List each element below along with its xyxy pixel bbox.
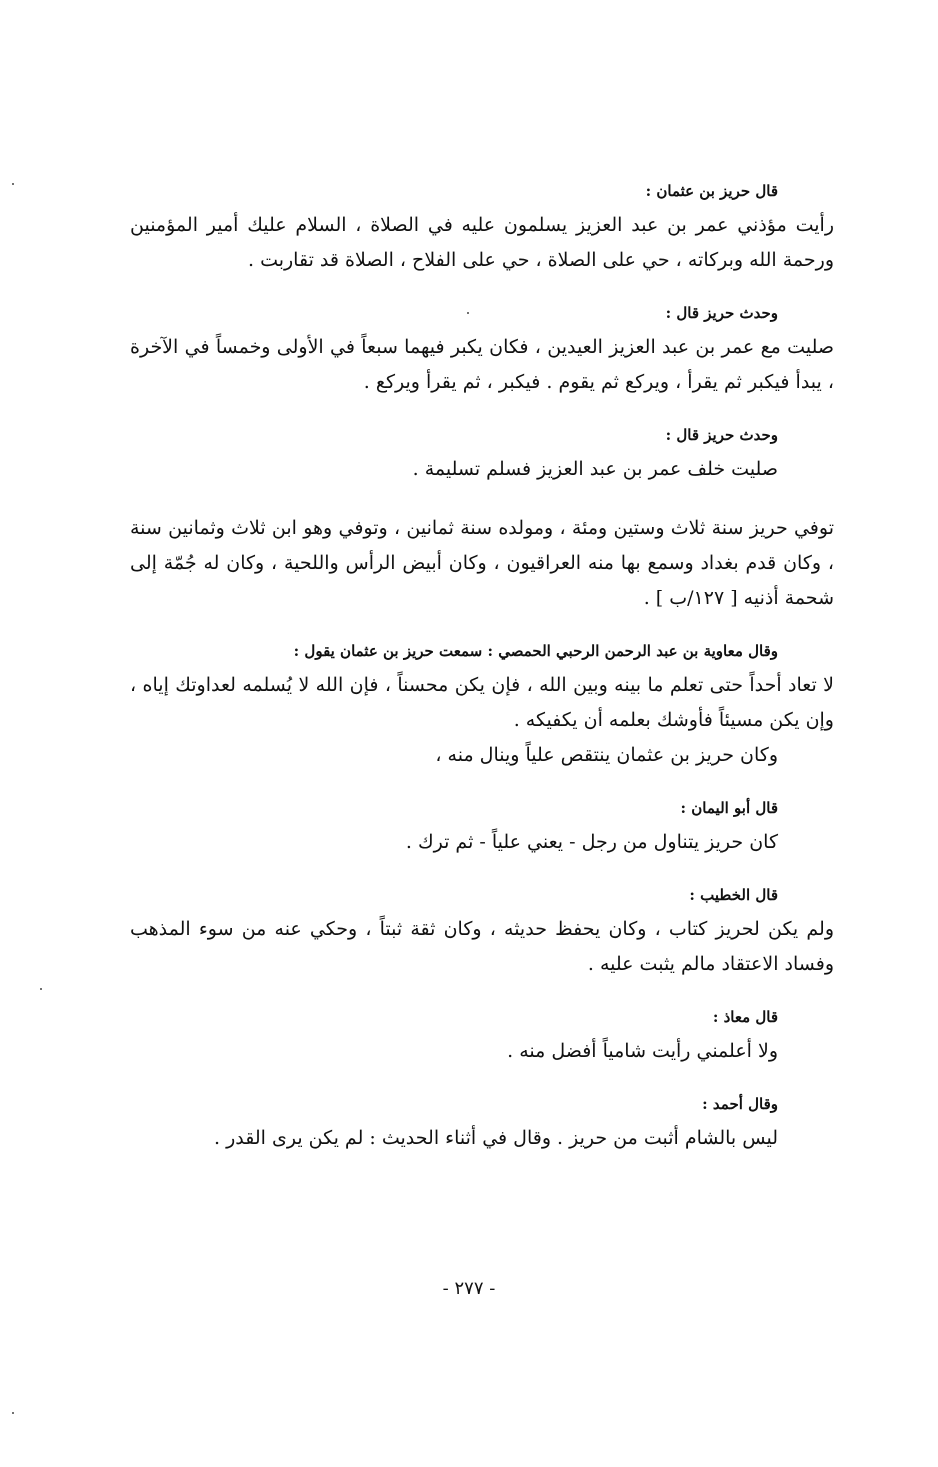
section-text: صليت مع عمر بن عبد العزيز العيدين ، فكان يكبر فيهما سبعاً في الأولى وخمساً في الآخرة ، يبدأ فيكبر ثم يقرأ ، ويركع ثم يقوم . فيكبر ، ثم يقرأ ويركع . [130, 336, 834, 393]
section-heading: قال معاذ : [712, 1008, 778, 1026]
section-heading: قال أبو اليمان : [680, 799, 778, 817]
section-heading: قال الخطيب : [689, 886, 778, 904]
scan-speck [12, 1412, 14, 1414]
section-text: لا تعاد أحداً حتى تعلم ما بينه وبين الله ، فإن يكن محسناً ، فإن الله لا يُسلمه لعداوتك إياه ، وإن يكن مسيئاً فأوشك بعلمه أن يكفيكه . [130, 674, 834, 731]
section-text: ولا أعلمني رأيت شامياً أفضل منه . [507, 1040, 778, 1062]
section-4 [130, 511, 834, 616]
section-5 [130, 640, 834, 773]
section-2 [130, 302, 834, 400]
section-3 [130, 424, 834, 487]
section-text: ليس بالشام أثبت من حريز . وقال في أثناء الحديث : لم يكن يرى القدر . [214, 1127, 778, 1149]
scan-speck [12, 183, 14, 185]
section-9 [130, 1093, 834, 1156]
page-number: - ٢٧٧ - [442, 1278, 496, 1299]
page-body [130, 180, 834, 1180]
section-7 [130, 884, 834, 982]
section-heading: وحدث حريز قال : [665, 426, 778, 444]
section-heading: وقال معاوية بن عبد الرحمن الرحبي الحمصي : سمعت حريز بن عثمان يقول : [293, 642, 778, 660]
scan-speck [467, 312, 469, 314]
section-text: توفي حريز سنة ثلاث وستين ومئة ، ومولده سنة ثمانين ، وتوفي وهو ابن ثلاث وثمانين سنة ، وكان قدم بغداد وسمع بها منه العراقيون ، وكان أبيض الرأس واللحية ، وكان له جُمّة إلى شحمة أذنيه [ ١٢٧/ب ] . [130, 517, 834, 609]
section-heading: قال حريز بن عثمان : [645, 182, 778, 200]
section-text: كان حريز يتناول من رجل - يعني علياً - ثم ترك . [405, 831, 778, 853]
section-text: ولم يكن لحريز كتاب ، وكان يحفظ حديثه ، وكان ثقة ثبتاً ، وحكي عنه من سوء المذهب وفساد الاعتقاد مالم يثبت عليه . [130, 918, 834, 975]
section-heading: وقال أحمد : [702, 1095, 778, 1113]
section-8 [130, 1006, 834, 1069]
section-heading: وحدث حريز قال : [665, 304, 778, 322]
section-text-2: وكان حريز بن عثمان ينتقص علياً وينال منه ، [435, 744, 778, 766]
section-text: رأيت مؤذني عمر بن عبد العزيز يسلمون عليه في الصلاة ، السلام عليك أمير المؤمنين ورحمة الله وبركاته ، حي على الصلاة ، حي على الفلاح ، الصلاة قد تقاربت . [130, 214, 834, 271]
section-6 [130, 797, 834, 860]
scan-speck [40, 988, 42, 990]
section-1 [130, 180, 834, 278]
section-text: صليت خلف عمر بن عبد العزيز فسلم تسليمة . [412, 458, 778, 480]
